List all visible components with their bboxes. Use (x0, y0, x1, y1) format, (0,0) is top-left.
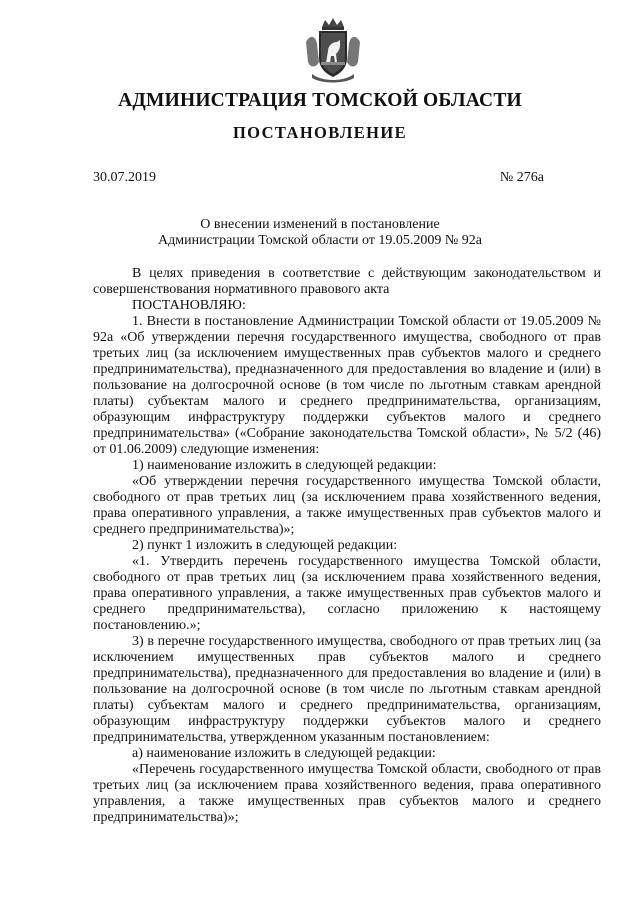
organization-title: АДМИНИСТРАЦИЯ ТОМСКОЙ ОБЛАСТИ (118, 90, 522, 111)
subitem-3-paragraph: 3) в перечне государственного имущества, свободного от прав третьих лиц (за исключением имущественных прав субъектов малого и среднего предпринимательства), предназначенного для предоставления во владение и (или) в пользование на долгосрочной основе (в том числе по льготным ставкам арендной платы) субъектам малого и среднего предпринимательства, организациям, образующим инфраструктуру поддержки субъектов малого и среднего предпринимательства, утвержденном указанным постановлением: (93, 634, 601, 745)
subitem-2-quote: «1. Утвердить перечень государственного имущества Томской области, свободного от прав третьих лиц (за исключением права хозяйственного ведения, права оперативного управления, а также имущественных прав субъектов малого и среднего предпринимательства), согласно приложению к настоящему постановлению.»; (93, 554, 601, 633)
coat-of-arms-icon (304, 18, 362, 84)
document-number: № 276а (499, 170, 544, 185)
document-body (93, 266, 601, 826)
subject-line-2: Администрации Томской области от 19.05.2009 № 92а (158, 233, 482, 248)
subitem-3a-quote: «Перечень государственного имущества Томской области, свободного от прав третьих лиц (за исключением права хозяйственного ведения, права оперативного управления, а также имущественных прав субъектов малого и среднего предпринимательства)»; (93, 762, 601, 825)
document-date: 30.07.2019 (93, 170, 156, 185)
subitem-2-heading: 2) пункт 1 изложить в следующей редакции: (132, 538, 398, 553)
subitem-1-heading: 1) наименование изложить в следующей редакции: (132, 458, 437, 473)
document-subject (0, 217, 640, 249)
resolve-heading: ПОСТАНОВЛЯЮ: (132, 298, 246, 313)
subitem-1-quote: «Об утверждении перечня государственного имущества Томской области, свободного от прав третьих лиц (за исключением права хозяйственного ведения, права оперативного управления, а также имущественных прав субъектов малого и среднего предпринимательства)»; (93, 474, 601, 537)
item-1-paragraph: 1. Внести в постановление Администрации Томской области от 19.05.2009 № 92а «Об утверждении перечня государственного имущества, свободного от прав третьих лиц (за исключением имущественных прав субъектов малого и среднего предпринимательства), предназначенного для предоставления во владение и (или) в пользование на долгосрочной основе (в том числе по льготным ставкам арендной платы) субъектам малого и среднего предпринимательства, организациям, образующим инфраструктуру поддержки субъектов малого и среднего предпринимательства» («Собрание законодательства Томской области», № 5/2 (46) от 01.06.2009) следующие изменения: (93, 314, 601, 457)
subject-line-1: О внесении изменений в постановление (200, 217, 440, 232)
subitem-3a-heading: а) наименование изложить в следующей редакции: (132, 746, 436, 761)
preamble-paragraph: В целях приведения в соответствие с действующим законодательством и совершенствования нормативного правового акта (93, 266, 601, 297)
document-type-title: ПОСТАНОВЛЕНИЕ (232, 123, 408, 142)
